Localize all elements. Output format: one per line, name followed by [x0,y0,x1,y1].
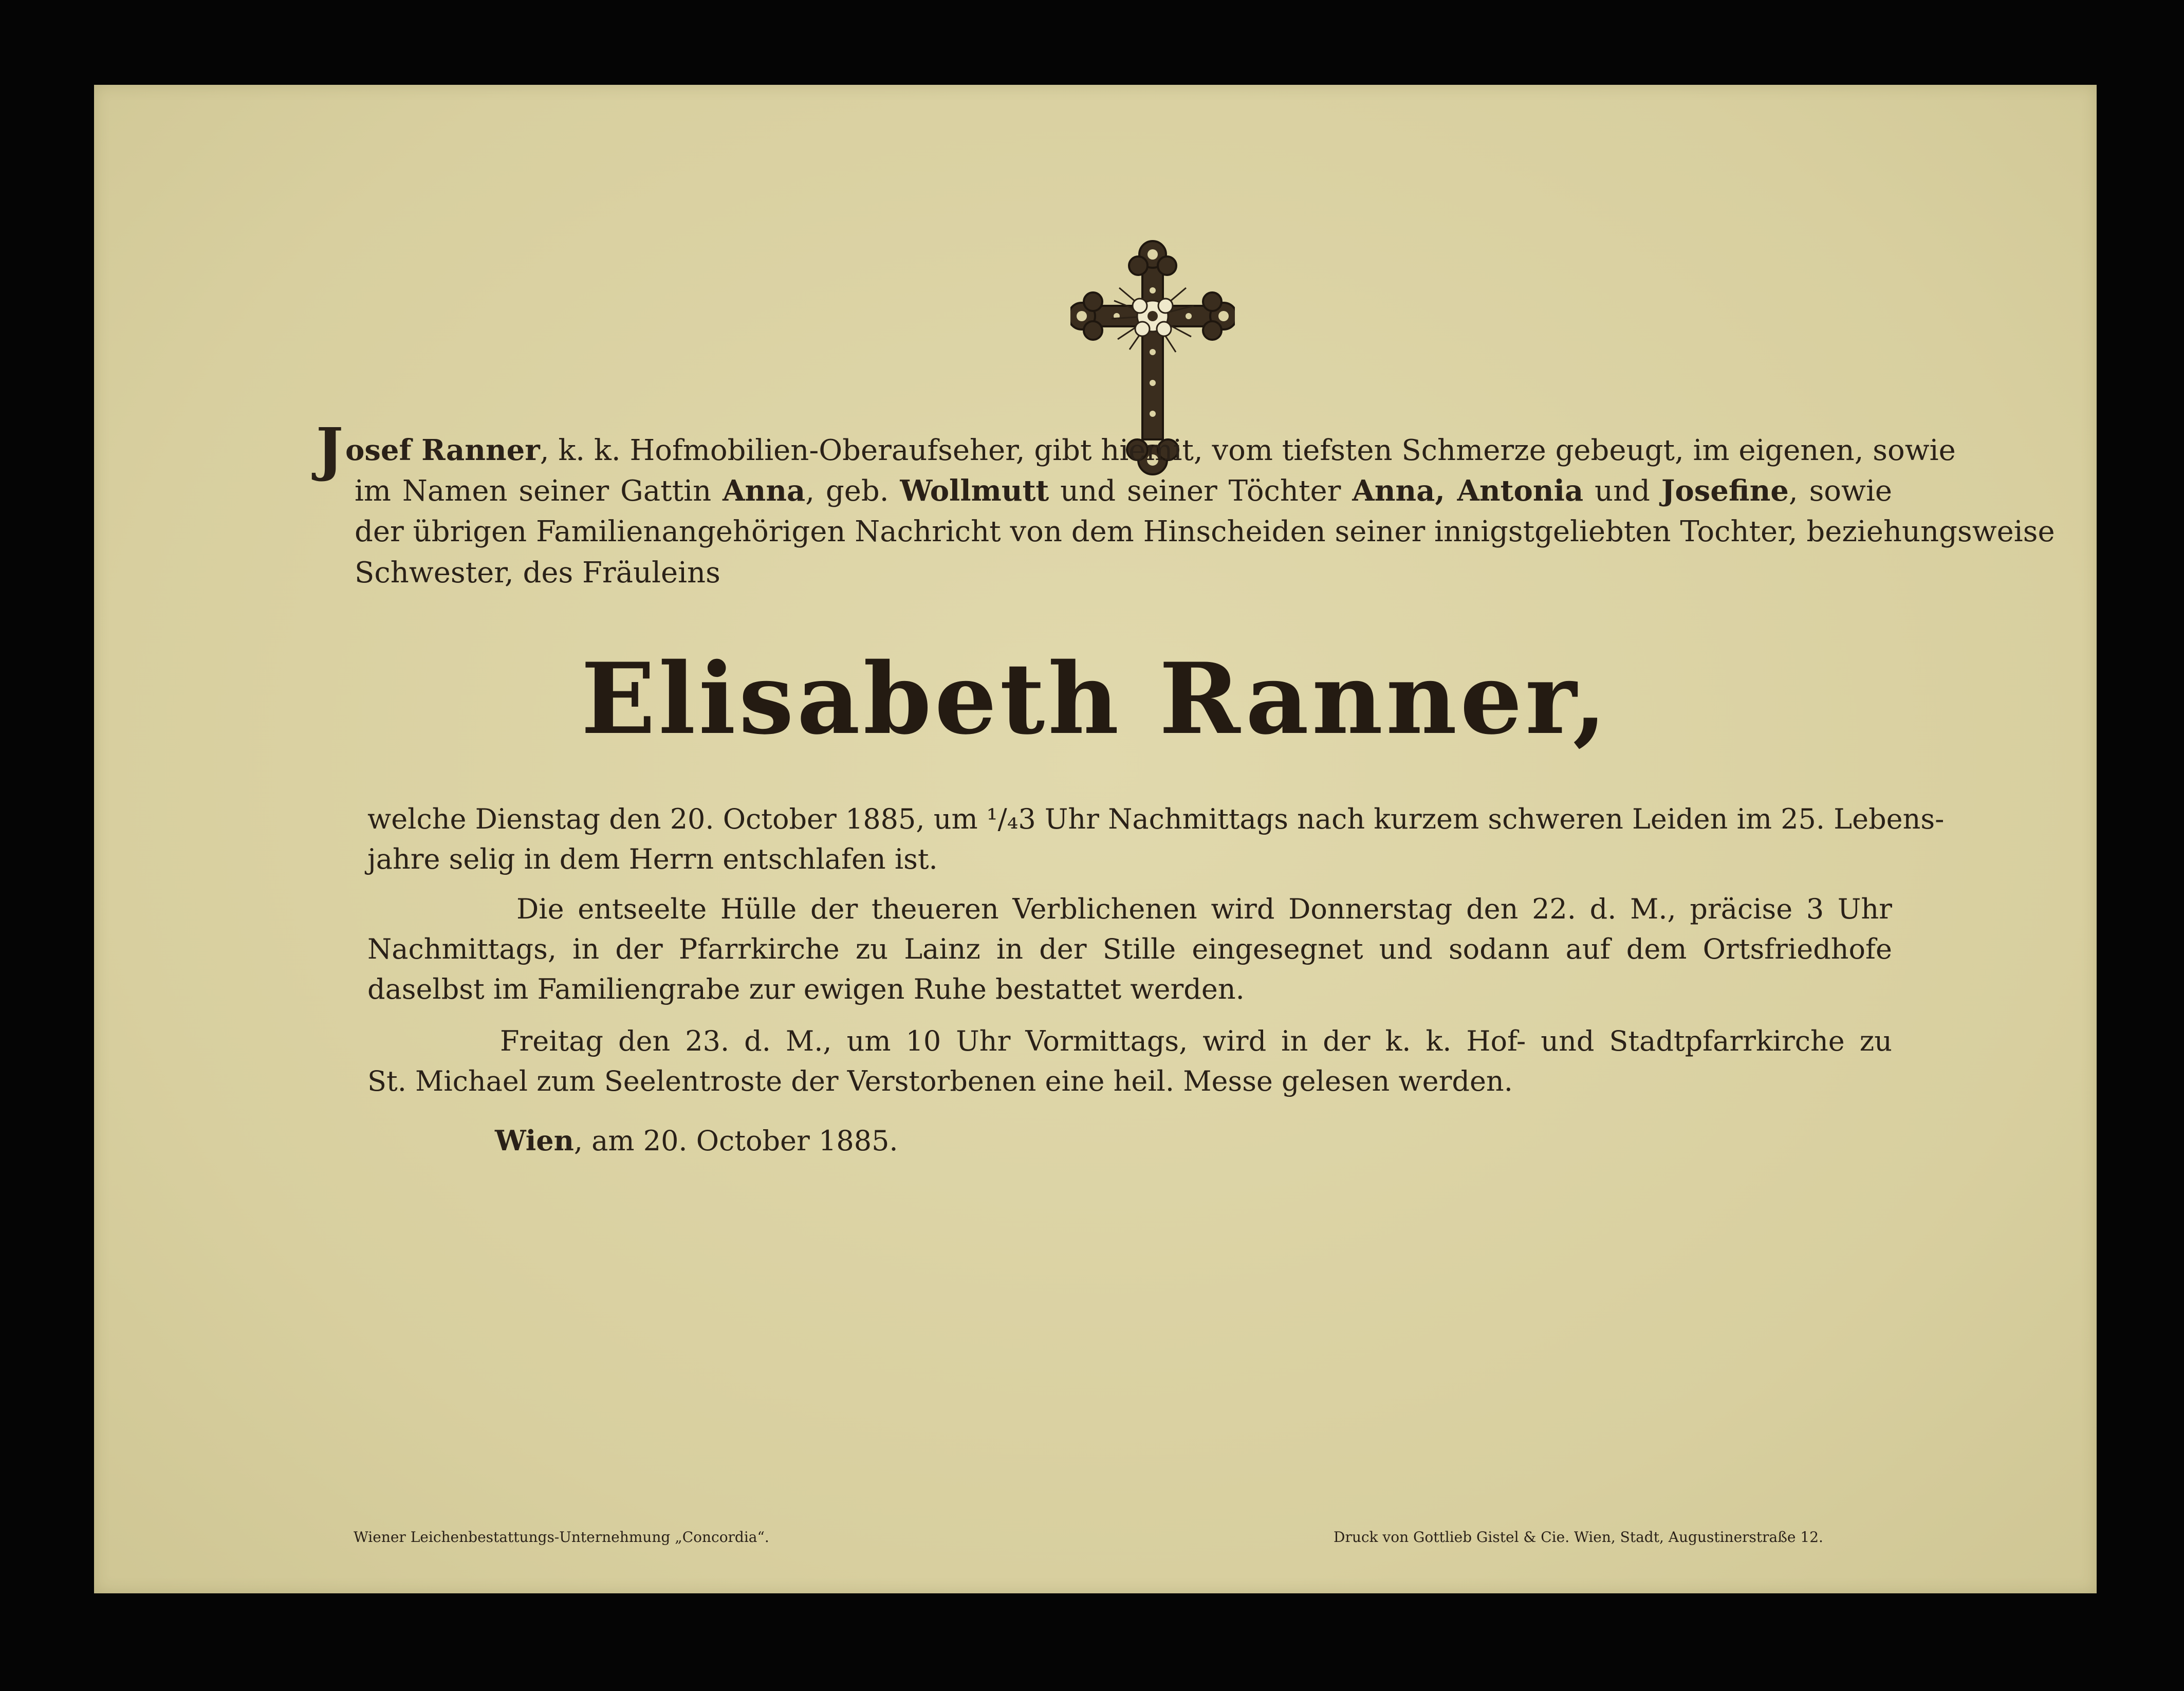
intro-text: im Namen seiner Gattin [355,474,723,508]
place-and-date [495,1126,898,1156]
intro-text: und seiner Töchter [1049,474,1353,508]
paragraph-2-line-1: Die entseelte Hülle der theueren Verblichenen wird Donnerstag den 22. d. M., präcise 3 Uhr [516,893,1892,925]
daughter-name-josefine: Josefine [1661,474,1789,508]
paragraph-3-line-2: St. Michael zum Seelentroste der Verstorbenen eine heil. Messe gelesen werden. [367,1065,1513,1097]
mother-name: Anna [723,474,806,508]
father-name: osef Ranner [345,433,540,467]
decorative-initial: J [316,416,343,483]
intro-line-1-text: , k. k. Hofmobilien-Oberaufseher, gibt hiemit, vom tiefsten Schmerze gebeugt, im eigenen, sowie [540,434,1956,467]
undertaker-imprint: Wiener Leichenbestattungs-Unternehmung „Concordia“. [354,1529,769,1546]
paragraph-1-line-1: welche Dienstag den 20. October 1885, um ¹/₄3 Uhr Nachmittags nach kurzem schweren Leiden im 25. Lebens- [367,803,1945,835]
daughters-names: Anna, Antonia [1352,474,1584,508]
paragraph-3-line-1: Freitag den 23. d. M., um 10 Uhr Vormittags, wird in der k. k. Hof- und Stadtpfarrkirche zu [500,1025,1892,1057]
intro-text: , geb. [805,474,900,508]
intro-line-4: Schwester, des Fräuleins [355,556,720,590]
maiden-name: Wollmutt [900,474,1049,508]
date-text: , am 20. October 1885. [573,1125,898,1157]
intro-text: , sowie [1788,474,1893,508]
death-notice-card [94,85,2097,1593]
intro-line-1 [316,416,1956,483]
intro-line-3: der übrigen Familienangehörigen Nachricht von dem Hinscheiden seiner innigstgeliebten Tochter, beziehungsweise [355,515,2055,548]
intro-text: und [1583,474,1661,508]
paragraph-2-line-3: daselbst im Familiengrabe zur ewigen Ruhe bestattet werden. [367,973,1245,1005]
paragraph-1-line-2: jahre selig in dem Herrn entschlafen ist. [367,843,938,875]
paragraph-2-line-2: Nachmittags, in der Pfarrkirche zu Lainz in der Stille eingesegnet und sodann auf dem Ortsfriedhofe [367,933,1892,965]
printer-imprint: Druck von Gottlieb Gistel & Cie. Wien, Stadt, Augustinerstraße 12. [1334,1529,1823,1546]
intro-line-2 [355,475,1892,507]
deceased-name: Elisabeth Ranner, [581,641,1610,756]
place-name: Wien [495,1124,574,1157]
